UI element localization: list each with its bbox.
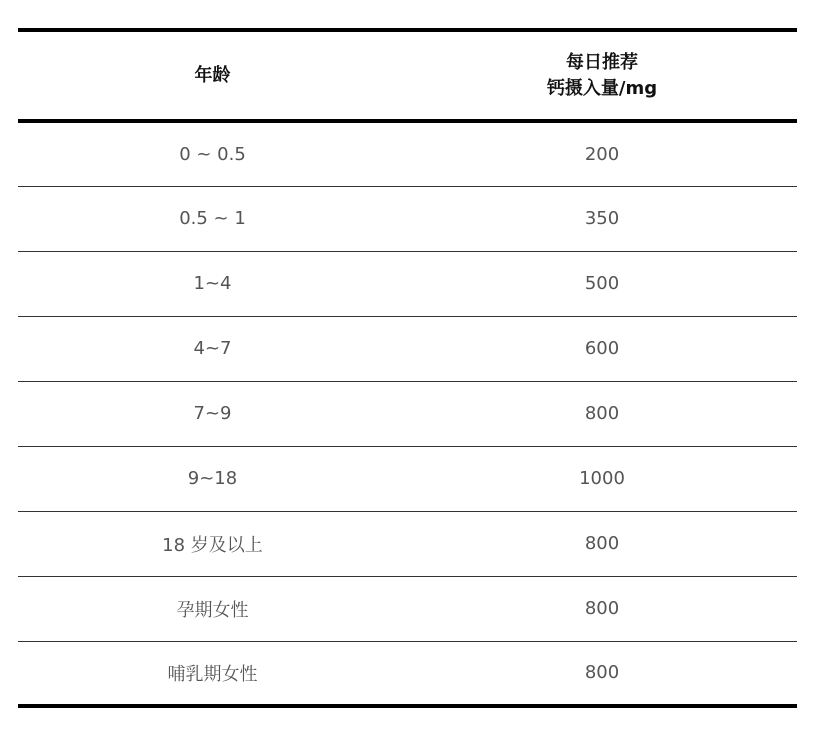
table-body bbox=[18, 121, 797, 706]
intake-cell: 1000 bbox=[579, 468, 625, 489]
intake-cell: 350 bbox=[584, 208, 620, 229]
table-row bbox=[18, 511, 797, 576]
intake-column-header bbox=[407, 30, 797, 121]
calcium-intake-table bbox=[18, 28, 797, 708]
age-cell: 孕期女性 bbox=[176, 599, 249, 621]
age-cell: 0 ~ 0.5 bbox=[179, 143, 246, 165]
table-row bbox=[18, 121, 797, 186]
age-cell: 0.5 ~ 1 bbox=[179, 208, 246, 229]
intake-header-line1: 每日推荐 bbox=[566, 51, 638, 73]
intake-header-line2: 钙摄入量/mg bbox=[546, 77, 658, 99]
calcium-intake-table-container bbox=[18, 28, 797, 708]
table-row bbox=[18, 576, 797, 641]
age-cell: 7~9 bbox=[193, 403, 232, 424]
age-cell: 1~4 bbox=[193, 273, 232, 294]
intake-cell: 800 bbox=[584, 662, 620, 684]
table-header bbox=[18, 30, 797, 121]
intake-cell: 800 bbox=[584, 403, 620, 424]
table-row bbox=[18, 381, 797, 446]
intake-cell: 600 bbox=[584, 338, 620, 359]
intake-cell: 800 bbox=[584, 598, 620, 619]
header-row bbox=[18, 30, 797, 121]
table-row bbox=[18, 186, 797, 251]
table-row bbox=[18, 316, 797, 381]
age-cell: 9~18 bbox=[187, 468, 238, 489]
age-cell: 哺乳期女性 bbox=[167, 663, 258, 685]
intake-cell: 800 bbox=[584, 533, 620, 554]
intake-cell: 200 bbox=[584, 143, 620, 165]
intake-cell: 500 bbox=[584, 273, 620, 294]
age-cell: 4~7 bbox=[193, 338, 232, 359]
table-row bbox=[18, 251, 797, 316]
table-row bbox=[18, 446, 797, 511]
table-row bbox=[18, 641, 797, 706]
age-column-header: 年龄 bbox=[194, 64, 231, 86]
age-cell: 18 岁及以上 bbox=[162, 534, 263, 556]
